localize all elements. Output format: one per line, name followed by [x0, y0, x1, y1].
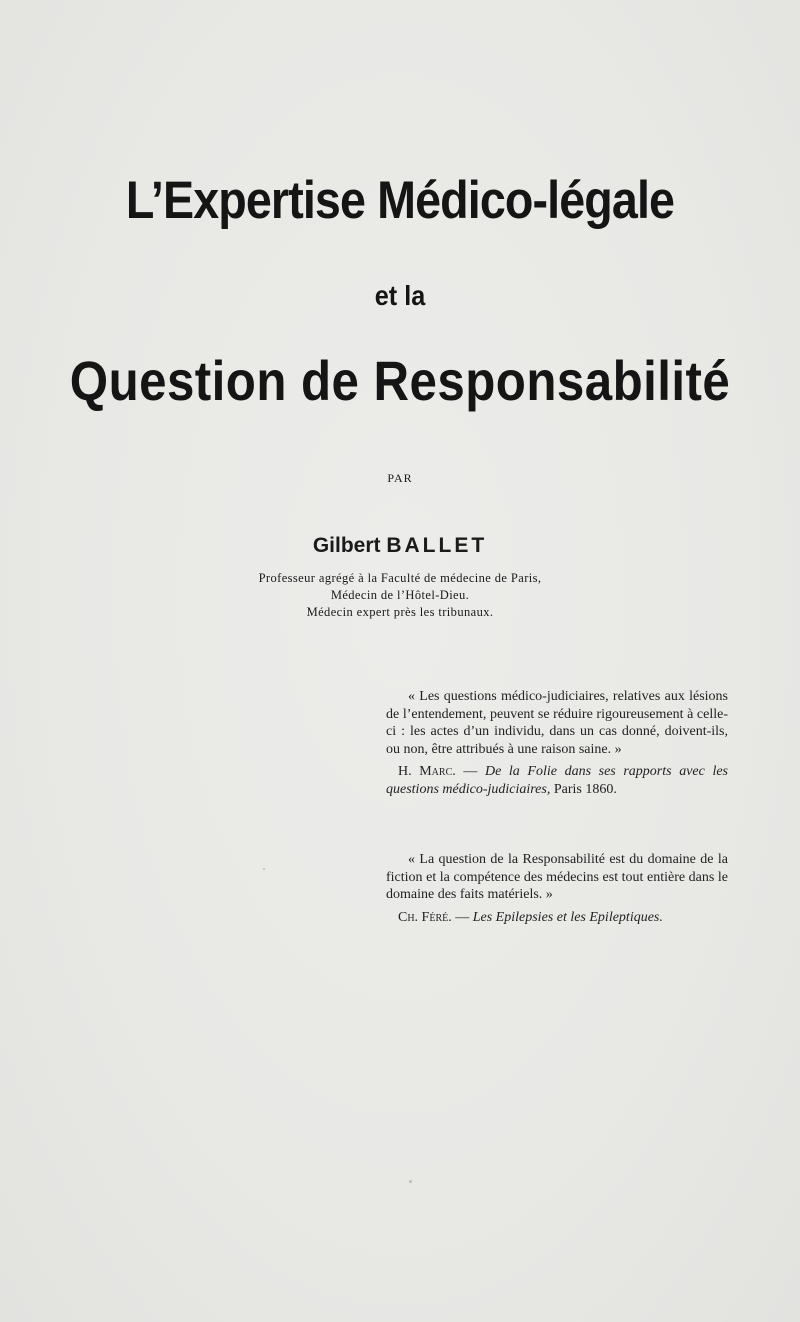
- paper-speck: [409, 1180, 412, 1183]
- credential-line: Médecin de l’Hôtel-Dieu.: [330, 588, 470, 602]
- by-label: PAR: [387, 471, 413, 485]
- book-title-line-3: Question de Responsabilité: [69, 349, 731, 412]
- epigraph-citation: [386, 909, 728, 927]
- book-title-line-1: L’Expertise Médico-légale: [125, 171, 675, 230]
- epigraph-citation: [386, 763, 728, 798]
- credential-line: Professeur agrégé à la Faculté de médecine de Paris,: [258, 571, 542, 585]
- author-credentials: [0, 570, 800, 621]
- citation-place-year: Paris 1860.: [550, 781, 617, 797]
- book-title-line-2: et la: [374, 280, 426, 311]
- citation-work: De la Folie dans ses rapports avec les questions médico-judiciaires,: [386, 764, 729, 797]
- author-name: [0, 534, 800, 558]
- citation-dash: —: [455, 764, 485, 779]
- author-surname: BALLET: [386, 534, 488, 557]
- citation-author: H. Marc.: [398, 764, 456, 779]
- citation-dash: —: [451, 909, 473, 925]
- epigraph-quote: « Les questions médico-judiciaires, relatives aux lésions de l’entendement, peuvent se réduire rigoureusement à celle-ci : les actes d’un individu, dans un cas donné, doivent-ils, ou non, être attribués à une raison saine. »: [386, 689, 728, 757]
- credential-line: Médecin expert près les tribunaux.: [306, 605, 494, 619]
- author-first-name: Gilbert: [312, 534, 381, 557]
- paper-speck: [263, 868, 265, 870]
- epigraph-marc: [386, 688, 728, 798]
- epigraph-quote: « La question de la Responsabilité est du domaine de la fiction et la compétence des médecins est tout entière dans le domaine des faits matériels. »: [386, 852, 728, 902]
- citation-work: Les Epilepsies et les Epileptiques.: [472, 909, 663, 925]
- citation-author: Ch. Féré.: [398, 909, 452, 925]
- epigraph-fere: [386, 851, 728, 926]
